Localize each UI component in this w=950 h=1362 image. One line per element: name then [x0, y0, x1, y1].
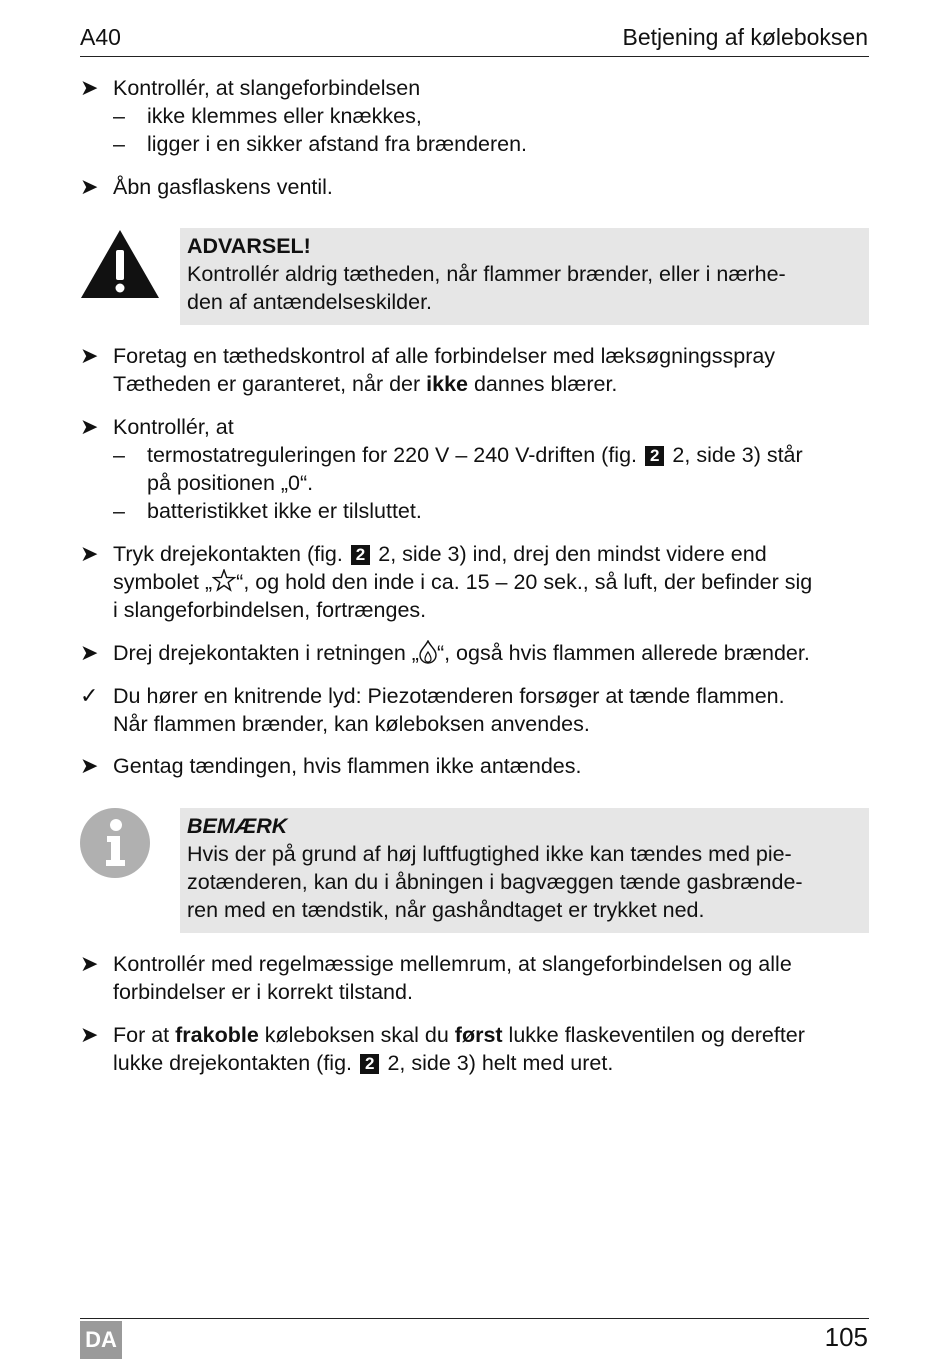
action-marker: ➤ — [80, 414, 99, 439]
sub-item: termostatreguleringen for 220 V – 240 V-driften (fig. 2 2, side 3) står — [147, 443, 803, 467]
action-marker: ➤ — [80, 75, 99, 100]
figure-ref-badge: 2 — [351, 545, 370, 565]
info-icon — [80, 808, 150, 878]
footer-rule — [80, 1318, 869, 1319]
page-number: 105 — [824, 1322, 868, 1352]
step-text: Kontrollér med regelmæssige mellemrum, at slangeforbindelsen og alle — [113, 952, 792, 976]
step-text: Tryk drejekontakten (fig. 2 2, side 3) ind, drej den mindst videre end — [113, 542, 767, 566]
step-text: Åbn gasflaskens ventil. — [113, 175, 333, 199]
step-text-line2: lukke drejekontakten (fig. 2 2, side 3) helt med uret. — [113, 1051, 614, 1075]
flame-icon — [419, 640, 437, 671]
warning-triangle-icon — [80, 228, 160, 300]
note-text-line: Hvis der på grund af høj luftfugtighed ikke kan tændes med pie- — [187, 842, 792, 866]
action-marker: ➤ — [80, 343, 99, 368]
action-marker: ➤ — [80, 1022, 99, 1047]
sub-item-cont: på positionen „0“. — [147, 471, 314, 495]
dash-marker: – — [113, 104, 125, 128]
result-check-icon: ✓ — [80, 683, 99, 708]
step-text: Kontrollér, at — [113, 415, 234, 439]
warning-text-line: den af antændelseskilder. — [187, 290, 433, 314]
step-text-line2: Tætheden er garanteret, når der ikke dannes blærer. — [113, 372, 618, 396]
step-text: For at frakoble køleboksen skal du først lukke flaskeventilen og derefter — [113, 1023, 805, 1047]
action-marker: ➤ — [80, 174, 99, 199]
sub-item: ikke klemmes eller knækkes, — [147, 104, 422, 128]
warning-title: ADVARSEL! — [187, 234, 311, 258]
result-text: Du hører en knitrende lyd: Piezotænderen forsøger at tænde flammen. — [113, 684, 785, 708]
dash-marker: – — [113, 132, 125, 156]
figure-ref-badge: 2 — [360, 1054, 379, 1074]
step-text: Gentag tændingen, hvis flammen ikke antændes. — [113, 754, 582, 778]
step-text: Kontrollér, at slangeforbindelsen — [113, 76, 421, 100]
action-marker: ➤ — [80, 640, 99, 665]
language-badge: DA — [80, 1321, 122, 1359]
result-text-line2: Når flammen brænder, kan køleboksen anvendes. — [113, 712, 590, 736]
sub-item: ligger i en sikker afstand fra brænderen. — [147, 132, 528, 156]
dash-marker: – — [113, 443, 125, 467]
sub-item: batteristikket ikke er tilsluttet. — [147, 499, 422, 523]
header-section: Betjening af køleboksen — [622, 24, 868, 50]
step-text-line2: forbindelser er i korrekt tilstand. — [113, 980, 413, 1004]
warning-text-line: Kontrollér aldrig tætheden, når flammer brænder, eller i nærhe- — [187, 262, 786, 286]
header-model: A40 — [80, 24, 121, 50]
note-text-line: zotænderen, kan du i åbningen i bagvæggen tænde gasbrænde- — [187, 870, 803, 894]
dash-marker: – — [113, 499, 125, 523]
step-text-line2: symbolet „ “, og hold den inde i ca. 15 – 20 sek., så luft, der befinder sig — [113, 568, 812, 600]
step-text-line3: i slangeforbindelsen, fortrænges. — [113, 598, 427, 622]
action-marker: ➤ — [80, 753, 99, 778]
figure-ref-badge: 2 — [645, 446, 664, 466]
action-marker: ➤ — [80, 541, 99, 566]
header-rule — [80, 56, 869, 57]
note-title: BEMÆRK — [187, 814, 288, 838]
note-text-line: ren med en tændstik, når gashåndtaget er trykket ned. — [187, 898, 705, 922]
step-text: Foretag en tæthedskontrol af alle forbindelser med læksøgningsspray — [113, 344, 776, 368]
action-marker: ➤ — [80, 951, 99, 976]
step-text: Drej drejekontakten i retningen „ “, også hvis flammen allerede brænder. — [113, 639, 810, 671]
